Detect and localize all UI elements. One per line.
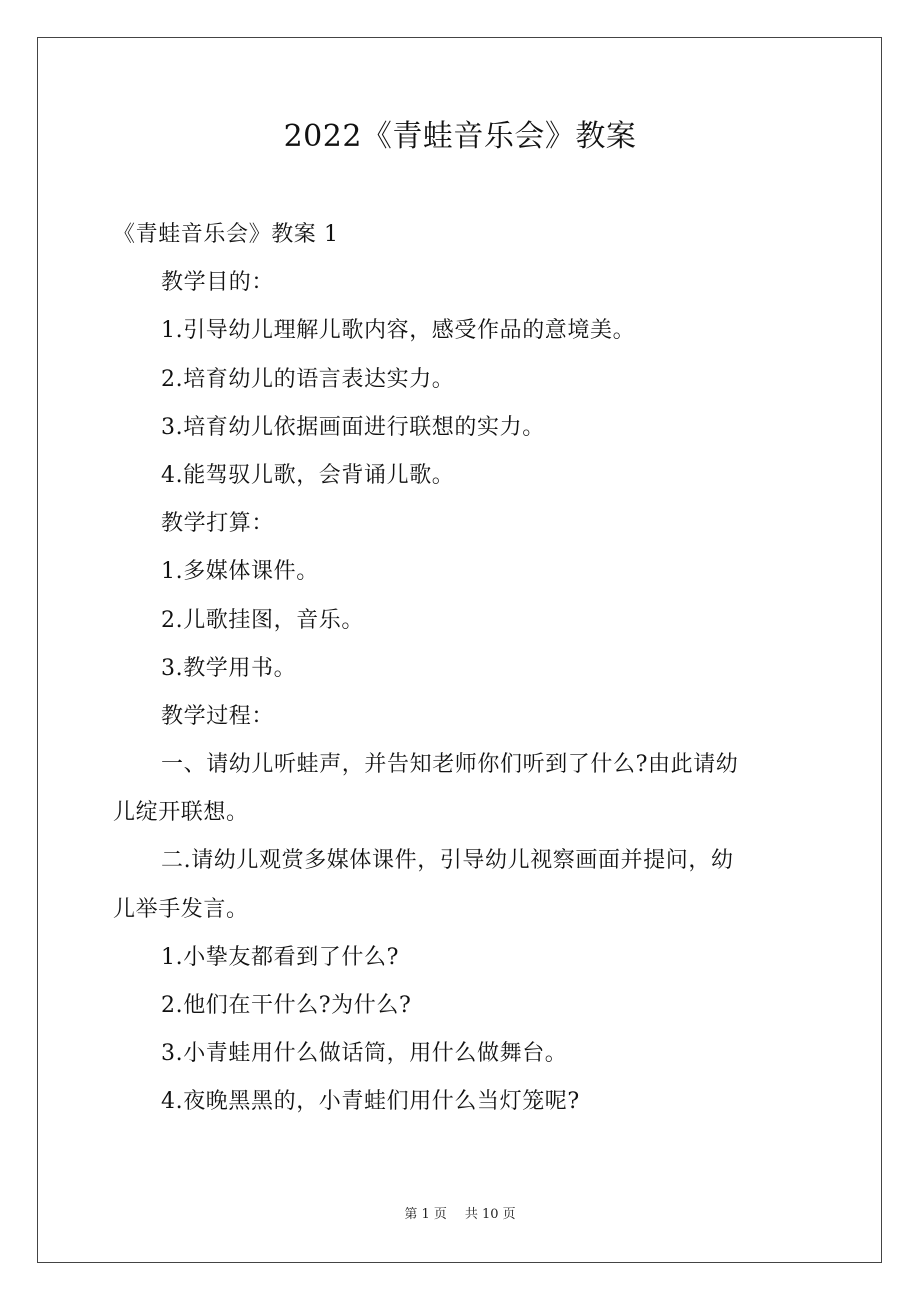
text-line-13: 儿绽开联想。: [113, 800, 249, 826]
text-line-2: 教学目的：: [161, 270, 275, 296]
text-line-5: 3.培育幼儿依据画面进行联想的实力。: [161, 414, 545, 440]
document-body: [113, 211, 803, 1127]
text-line-9: 2.儿歌挂图，音乐。: [161, 607, 364, 633]
text-line-10: 3.教学用书。: [161, 655, 297, 681]
text-line-12: 一、请幼儿听蛙声，并告知老师你们听到了什么?由此请幼: [161, 752, 739, 778]
text-line-6: 4.能驾驭儿歌，会背诵儿歌。: [161, 462, 455, 488]
text-line-14: 二.请幼儿观赏多媒体课件，引导幼儿视察画面并提问，幼: [161, 848, 734, 874]
text-line-1: 《青蛙音乐会》教案 1: [113, 222, 339, 247]
text-line-15: 儿举手发言。: [113, 896, 249, 922]
page-total: 共 10 页: [464, 1207, 516, 1222]
text-line-8: 1.多媒体课件。: [161, 559, 319, 585]
text-line-4: 2.培育幼儿的语言表达实力。: [161, 366, 455, 392]
text-line-19: 4.夜晚黑黑的，小青蛙们用什么当灯笼呢?: [161, 1089, 580, 1115]
text-line-3: 1.引导幼儿理解儿歌内容，感受作品的意境美。: [161, 318, 636, 344]
page-footer: [0, 1205, 920, 1225]
text-line-17: 2.他们在干什么?为什么?: [161, 993, 412, 1018]
text-line-7: 教学打算：: [161, 511, 275, 537]
text-line-11: 教学过程：: [161, 703, 275, 729]
text-line-18: 3.小青蛙用什么做话筒，用什么做舞台。: [161, 1041, 568, 1067]
text-line-16: 1.小挚友都看到了什么?: [161, 944, 399, 970]
document-title: 2022《青蛙音乐会》教案: [283, 119, 637, 154]
page-number: 第 1 页: [404, 1207, 447, 1222]
